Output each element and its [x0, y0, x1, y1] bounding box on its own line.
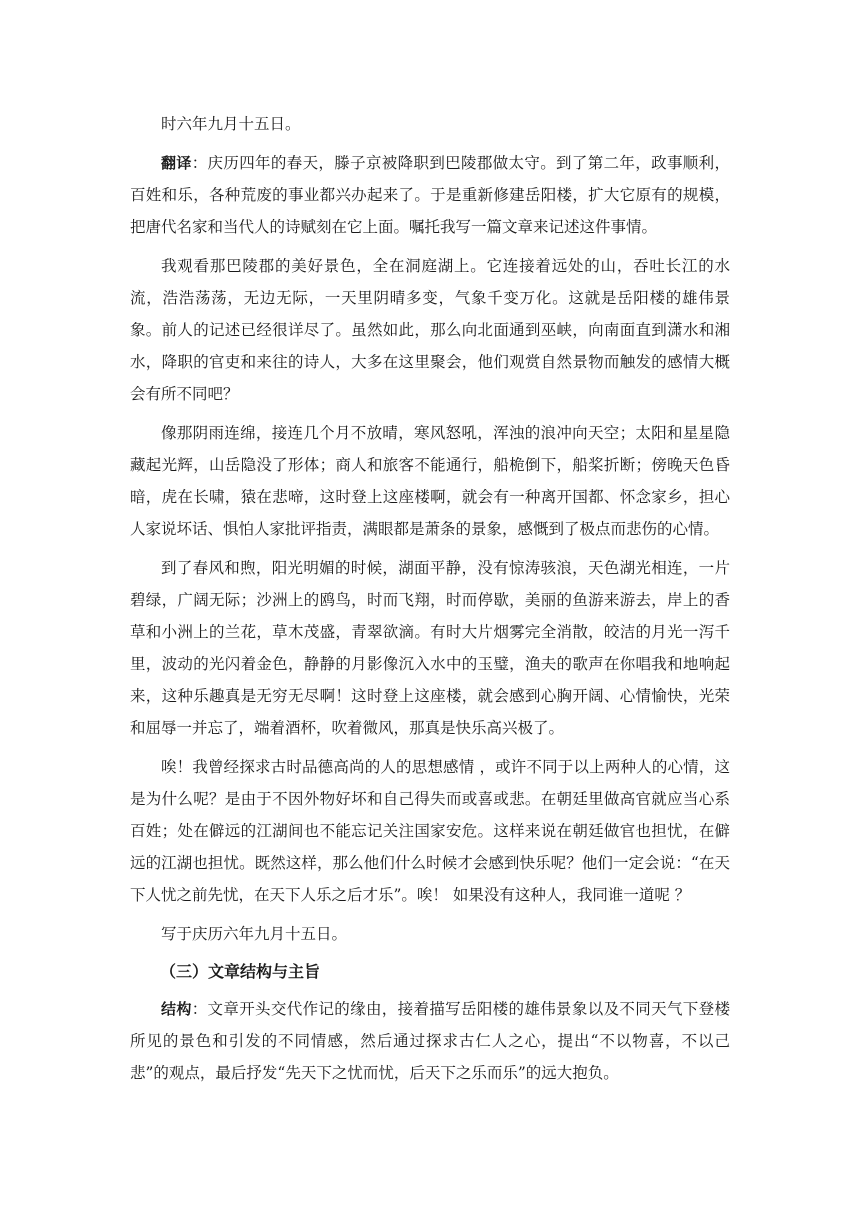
- paragraph-date-written: [130, 918, 730, 950]
- paragraph-text: 写于庆历六年九月十五日。: [161, 925, 348, 943]
- paragraph-text: ：庆历四年的春天，滕子京被降职到巴陵郡做太守。到了第二年，政事顺利，百姓和乐，各种荒废的事业都兴办起来了。于是重新修建岳阳楼，扩大它原有的规模，把唐代名家和当代人的诗赋刻在它上面。嘱托我写一篇文章来记述这件事情。: [130, 154, 730, 236]
- paragraph-structure: [130, 993, 730, 1089]
- structure-label: 结构: [161, 1000, 192, 1018]
- paragraph-text: 我观看那巴陵郡的美好景色，全在洞庭湖上。它连接着远处的山，吞吐长江的水流，浩浩荡荡，无边无际，一天里阴晴多变，气象千变万化。这就是岳阳楼的雄伟景象。前人的记述已经很详尽了。虽然如此，那么向北面通到巫峡，向南面直到潇水和湘水，降职的官吏和来往的诗人，大多在这里聚会，他们观赏自然景物而触发的感情大概会有所不同吧？: [130, 257, 730, 403]
- translation-label: 翻译: [161, 154, 192, 172]
- paragraph-text: 时六年九月十五日。: [161, 115, 301, 133]
- paragraph-spring-scene: [130, 552, 730, 744]
- paragraph-scenery: [130, 250, 730, 410]
- paragraph-text: 唉！我曾经探求古时品德高尚的人的思想感情 ，或许不同于以上两种人的心情，这是为什么呢？是由于不因外物好坏和自己得失而或喜或悲。在朝廷里做高官就应当心系百姓；处在僻远的江湖间也不能忘记关注国家安危。这样来说在朝廷做官也担忧，在僻远的江湖也担忧。既然这样，那么他们什么时候才会感到快乐呢？他们一定会说：“在天下人忧之前先忧，在天下人乐之后才乐”。唉！ 如果没有这种人，我同谁一道呢 ？: [130, 758, 730, 904]
- paragraph-text: ：文章开头交代作记的缘由，接着描写岳阳楼的雄伟景象以及不同天气下登楼所见的景色和引发的不同情感，然后通过探求古仁人之心，提出“不以物喜，不以己悲”的观点，最后抒发“先天下之忧而忧，后天下之乐而乐”的远大抱负。: [130, 1000, 730, 1082]
- paragraph-date-fragment: [130, 108, 730, 140]
- document-body: [130, 108, 730, 1096]
- paragraph-rainy-scene: [130, 417, 730, 545]
- paragraph-ancient-sages: [130, 751, 730, 911]
- section-heading: （三）文章结构与主旨: [160, 962, 321, 981]
- paragraph-text: 到了春风和煦，阳光明媚的时候，湖面平静，没有惊涛骇浪，天色湖光相连，一片碧绿，广阔无际；沙洲上的鸥鸟，时而飞翔，时而停歇，美丽的鱼游来游去，岸上的香草和小洲上的兰花，草木茂盛，青翠欲滴。有时大片烟雾完全消散，皎洁的月光一泻千里，波动的光闪着金色，静静的月影像沉入水中的玉璧，渔夫的歌声在你唱我和地响起来，这种乐趣真是无穷无尽啊！这时登上这座楼，就会感到心胸开阔、心情愉快，光荣和屈辱一并忘了，端着酒杯，吹着微风，那真是快乐高兴极了。: [130, 559, 730, 737]
- paragraph-translation-intro: [130, 147, 730, 243]
- paragraph-text: 像那阴雨连绵，接连几个月不放晴，寒风怒吼，浑浊的浪冲向天空；太阳和星星隐藏起光辉，山岳隐没了形体；商人和旅客不能通行，船桅倒下，船桨折断；傍晚天色昏暗，虎在长啸，猿在悲啼，这时登上这座楼啊，就会有一种离开国都、怀念家乡，担心人家说坏话、惧怕人家批评指责，满眼都是萧条的景象，感慨到了极点而悲伤的心情。: [130, 424, 730, 538]
